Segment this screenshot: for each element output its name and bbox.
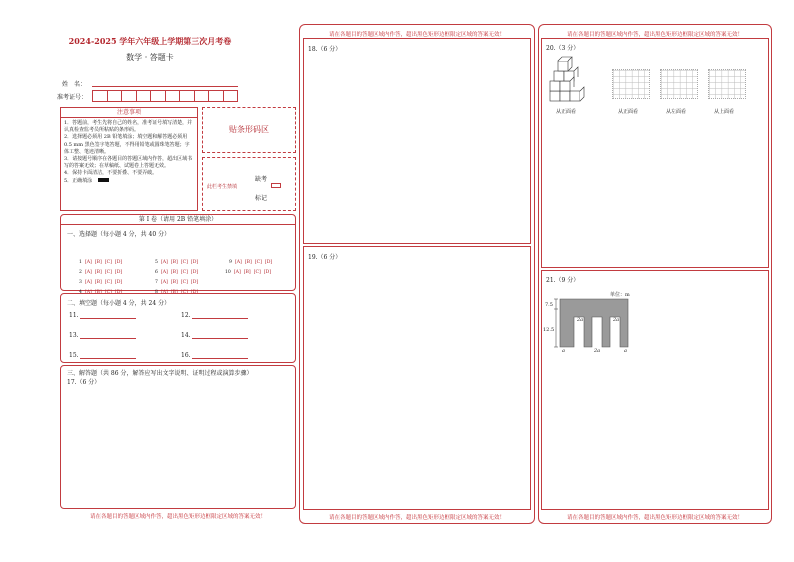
drawing-grid[interactable] xyxy=(708,69,746,99)
barcode-area xyxy=(202,107,296,153)
name-label: 姓 名： xyxy=(62,81,87,88)
id-label: 准考证号： xyxy=(57,94,88,101)
view-label: 从上面看 xyxy=(714,109,735,115)
question-19-area[interactable] xyxy=(303,246,531,510)
dim-label: 7.5 xyxy=(545,302,553,308)
drawing-grid[interactable] xyxy=(660,69,698,99)
name-field[interactable] xyxy=(92,86,238,87)
choice-row[interactable]: 1 [A] [B] [C] [D] xyxy=(79,260,123,265)
choice-row[interactable]: 2 [A] [B] [C] [D] xyxy=(79,270,123,275)
view-label: 从左面看 xyxy=(666,109,687,115)
warning-text: 请在各题目的答题区域内作答，超出黑色矩形边框限定区域的答案无效！ xyxy=(566,515,743,521)
blank-item[interactable]: 15. xyxy=(69,352,136,359)
fill-blank-section xyxy=(60,293,296,363)
answer-section-title: 三、解答题（共 86 分，解答应写出文字说明、证明过程或演算步骤） xyxy=(67,370,253,377)
choice-row[interactable]: 3 [A] [B] [C] [D] xyxy=(79,280,123,285)
absent-mark-1: 缺考 xyxy=(255,176,268,183)
notes-box xyxy=(60,107,198,211)
section1-title: 第 I 卷（请用 2B 铅笔填涂） xyxy=(61,215,295,225)
blank-item[interactable]: 11. xyxy=(69,312,136,319)
id-number-boxes[interactable] xyxy=(92,90,238,102)
choice-row[interactable]: 9 [A] [B] [C] [D] xyxy=(229,260,273,265)
view-label: 从正面看 xyxy=(556,109,577,115)
dim-label: 2a xyxy=(594,348,601,354)
page-title: 2024-2025 学年六年级上学期第三次月考卷 xyxy=(68,36,232,46)
absent-mark-2: 标记 xyxy=(255,195,268,202)
cube-stack-figure xyxy=(548,51,588,107)
blank-item[interactable]: 13. xyxy=(69,332,136,339)
answer-section[interactable] xyxy=(60,365,296,509)
e-shape-figure xyxy=(548,297,638,353)
absent-box xyxy=(202,157,296,211)
blank-item[interactable]: 14. xyxy=(181,332,248,339)
note-item: 1．答题前，考生先将自己的姓名，准考证号填写清楚，并认真检查监考员所粘贴的条形码。 xyxy=(64,120,193,134)
page-subtitle: 数学 · 答题卡 xyxy=(126,53,174,62)
question-18-label: 18.（6 分） xyxy=(308,46,342,53)
barcode-label: 贴条形码区 xyxy=(229,125,269,134)
dim-label: 2a xyxy=(613,317,620,323)
drawing-grid[interactable] xyxy=(612,69,650,99)
dim-label: 2a xyxy=(577,317,584,323)
choice-section xyxy=(60,214,296,295)
warning-text: 请在各题目的答题区域内作答，超出黑色矩形边框限定区域的答案无效！ xyxy=(328,32,505,38)
warning-text: 请在各题目的答题区域内作答，超出黑色矩形边框限定区域的答案无效！ xyxy=(328,515,505,521)
note-item: 3．请按题号顺序在各题目的答题区域内作答，超出区域书写的答案无效；在草稿纸、试题卷上答题无效。 xyxy=(64,156,193,170)
dim-label: a xyxy=(562,348,565,354)
unit-label: 单位：m xyxy=(610,292,630,298)
choice-row[interactable]: 6 [A] [B] [C] [D] xyxy=(155,270,199,275)
choice-row[interactable]: 7 [A] [B] [C] [D] xyxy=(155,280,199,285)
question-18-area[interactable] xyxy=(303,38,531,244)
absent-label: 此栏考生禁填 xyxy=(207,184,238,190)
choice-row[interactable]: 5 [A] [B] [C] [D] xyxy=(155,260,199,265)
dim-label: 12.5 xyxy=(543,327,555,333)
view-label: 从正面看 xyxy=(618,109,639,115)
blank-item[interactable]: 16. xyxy=(181,352,248,359)
warning-text: 请在各题目的答题区域内作答，超出黑色矩形边框限定区域的答案无效！ xyxy=(566,32,743,38)
question-21-label: 21.（9 分） xyxy=(546,277,580,284)
choice-row[interactable]: 10 [A] [B] [C] [D] xyxy=(225,270,272,275)
choice-row[interactable]: 8 [A] [B] [C] [D] xyxy=(155,290,199,295)
dim-label: a xyxy=(624,348,627,354)
filled-bubble-example xyxy=(98,178,109,182)
question-19-label: 19.（6 分） xyxy=(308,254,342,261)
choice-row[interactable]: 4 [A] [B] [C] [D] xyxy=(79,290,123,295)
choice-title: 一、选择题（每小题 4 分，共 40 分） xyxy=(67,231,171,238)
note-item: 4．保持卡面清洁，不要折叠、不要弄破。 xyxy=(64,170,158,177)
blank-item[interactable]: 12. xyxy=(181,312,248,319)
question-20-label: 20.（3 分） xyxy=(546,45,580,52)
note-item: 2．选择题必须用 2B 铅笔填涂；填空题和解答题必须用 0.5 mm 黑色签字笔答题，不得用铅笔或圆珠笔答题；字体工整、笔迹清晰。 xyxy=(64,134,190,155)
notes-title: 注意事项 xyxy=(61,108,197,118)
warning-text: 请在各题目的答题区域内作答，超出黑色矩形边框限定区域的答案无效！ xyxy=(89,514,266,520)
question-21-area[interactable] xyxy=(541,270,769,510)
absent-checkbox[interactable] xyxy=(271,183,281,188)
question-17-label: 17.（6 分） xyxy=(67,379,101,386)
question-20-area[interactable] xyxy=(541,38,769,268)
note-item: 5．正确填涂 xyxy=(64,177,93,184)
fill-blank-title: 二、填空题（每小题 4 分，共 24 分） xyxy=(67,300,171,307)
